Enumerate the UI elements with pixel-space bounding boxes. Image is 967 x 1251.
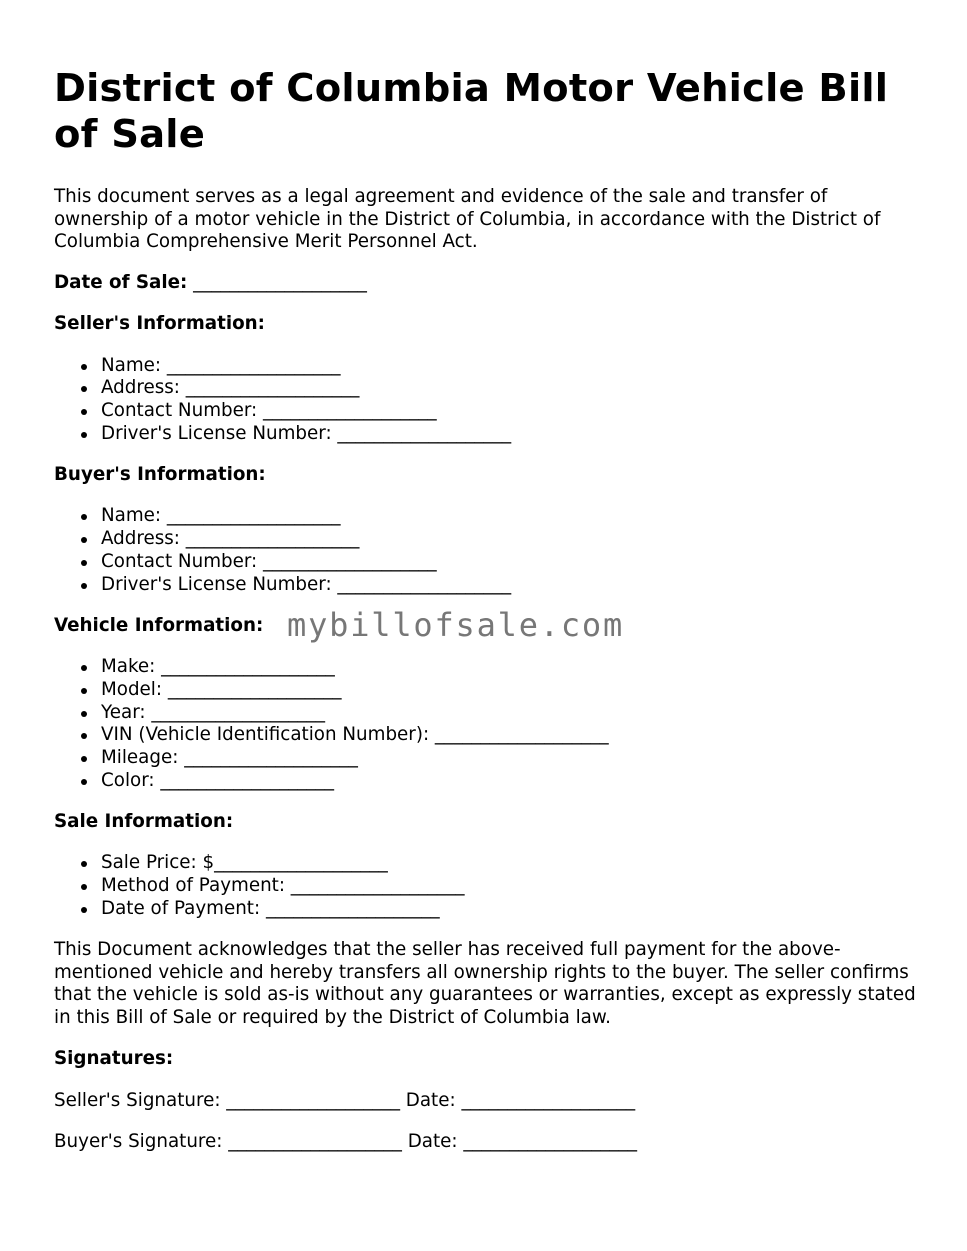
acknowledgement-paragraph: This Document acknowledges that the seller has received full payment for the above-mentioned vehicle and hereby transfers all ownership rights to the buyer. The seller confirms that the vehicle is sold as-is without any guarantees or warranties, except as expressly stated in this Bill of Sale or required by the District of Columbia law. [54, 938, 916, 1029]
vehicle-vin-field: VIN (Vehicle Identification Number): ___________________ [101, 724, 924, 747]
vehicle-model-field: Model: ___________________ [101, 679, 924, 702]
seller-license-field: Driver's License Number: ___________________ [101, 423, 924, 446]
vehicle-section-heading: Vehicle Information: [54, 614, 264, 636]
signatures-heading: Signatures: [54, 1048, 174, 1070]
seller-signature-line: Seller's Signature: ___________________ Date: ___________________ [54, 1089, 636, 1111]
buyer-license-field: Driver's License Number: ___________________ [101, 574, 924, 597]
seller-section-heading: Seller's Information: [54, 313, 265, 335]
vehicle-year-field: Year: ___________________ [101, 702, 924, 725]
document-page [54, 66, 924, 1154]
payment-method-field: Method of Payment: ___________________ [101, 875, 924, 898]
buyer-signature-line: Buyer's Signature: ___________________ Date: ___________________ [54, 1130, 638, 1152]
document-title: District of Columbia Motor Vehicle Bill of Sale [54, 66, 889, 157]
sale-section-heading: Sale Information: [54, 810, 234, 832]
seller-contact-field: Contact Number: ___________________ [101, 400, 924, 423]
watermark-text: mybillofsale.com [287, 605, 625, 644]
buyer-info-list [54, 505, 924, 596]
date-of-sale-label: Date of Sale: [54, 272, 188, 294]
buyer-name-field: Name: ___________________ [101, 505, 924, 528]
vehicle-make-field: Make: ___________________ [101, 656, 924, 679]
vehicle-mileage-field: Mileage: ___________________ [101, 747, 924, 770]
sale-price-field: Sale Price: $___________________ [101, 852, 924, 875]
vehicle-color-field: Color: ___________________ [101, 770, 924, 793]
seller-address-field: Address: ___________________ [101, 377, 924, 400]
buyer-address-field: Address: ___________________ [101, 528, 924, 551]
date-of-sale-field [54, 272, 924, 295]
vehicle-heading-row [54, 605, 924, 644]
seller-name-field: Name: ___________________ [101, 355, 924, 378]
sale-info-list [54, 852, 924, 920]
buyer-section-heading: Buyer's Information: [54, 464, 266, 486]
vehicle-info-list [54, 656, 924, 792]
date-of-sale-blank: ___________________ [187, 272, 367, 294]
payment-date-field: Date of Payment: ___________________ [101, 898, 924, 921]
seller-info-list [54, 355, 924, 446]
buyer-contact-field: Contact Number: ___________________ [101, 551, 924, 574]
intro-paragraph: This document serves as a legal agreement and evidence of the sale and transfer of ownership of a motor vehicle in the District of Columbia, in accordance with the District of Columbia Comprehensive Merit Personnel Act. [54, 186, 881, 253]
